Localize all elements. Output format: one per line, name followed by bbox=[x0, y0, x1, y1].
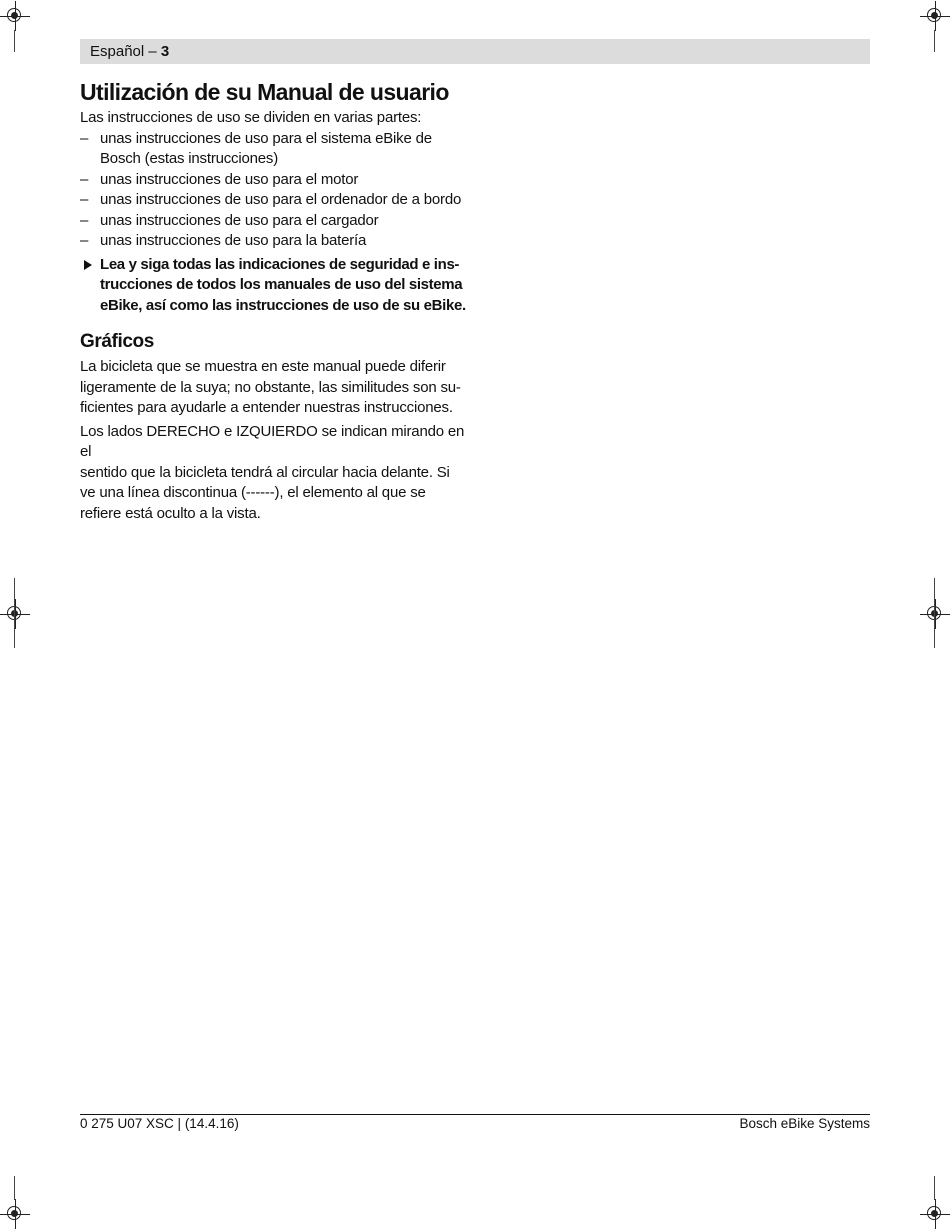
list-item-line: unas instrucciones de uso para el motor bbox=[100, 170, 359, 188]
intro-text: Las instrucciones de uso se dividen en varias partes: bbox=[80, 109, 422, 126]
list-marker: – bbox=[80, 232, 89, 249]
triangle-right-icon bbox=[84, 260, 92, 270]
safety-warning bbox=[80, 255, 472, 317]
paragraph-line: La bicicleta que se muestra en este manual puede diferir bbox=[80, 358, 446, 375]
list-marker: – bbox=[80, 129, 89, 147]
header-section: Español – bbox=[90, 43, 161, 60]
paragraph-line: sentido que la bicicleta tendrá al circular hacia delante. Si bbox=[80, 463, 450, 481]
list-item bbox=[80, 211, 472, 232]
registration-mark-bottom-left-icon bbox=[0, 1199, 30, 1229]
paragraph-line: ligeramente de la suya; no obstante, las similitudes son su- bbox=[80, 378, 461, 396]
footer-brand: Bosch eBike Systems bbox=[739, 1116, 870, 1131]
list-marker: – bbox=[80, 170, 89, 188]
warning-line: eBike, así como las instrucciones de uso de su eBike. bbox=[100, 296, 466, 314]
footer-doc-code: 0 275 U07 XSC | (14.4.16) bbox=[80, 1116, 239, 1131]
parts-list bbox=[80, 129, 472, 252]
paragraph-line: refiere está oculto a la vista. bbox=[80, 504, 261, 522]
graphics-paragraph-2 bbox=[80, 422, 472, 525]
section-heading-graficos: Gráficos bbox=[80, 331, 154, 352]
list-item bbox=[80, 231, 472, 252]
list-item bbox=[80, 129, 472, 170]
trim-line bbox=[14, 30, 15, 52]
main-column bbox=[80, 76, 472, 524]
trim-line bbox=[14, 578, 15, 648]
registration-mark-mid-right-icon bbox=[920, 599, 950, 629]
list-item-line: unas instrucciones de uso para la batería bbox=[100, 232, 367, 249]
registration-mark-top-right-icon bbox=[920, 1, 950, 31]
trim-line bbox=[934, 1176, 935, 1200]
paragraph-line: Los lados DERECHO e IZQUIERDO se indican mirando en el bbox=[80, 422, 465, 460]
list-item-line: unas instrucciones de uso para el cargador bbox=[100, 211, 379, 229]
list-item-line: unas instrucciones de uso para el ordenador de a bordo bbox=[100, 191, 462, 208]
list-item bbox=[80, 190, 472, 211]
page-number: 3 bbox=[160, 43, 170, 60]
warning-line: Lea y siga todas las indicaciones de seguridad e ins- bbox=[100, 255, 460, 273]
paragraph-line: ve una línea discontinua (------), el elemento al que se bbox=[80, 484, 426, 501]
registration-mark-mid-left-icon bbox=[0, 599, 30, 629]
paragraph-line: ficientes para ayudarle a entender nuestras instrucciones. bbox=[80, 399, 453, 416]
page-title: Utilización de su Manual de usuario bbox=[80, 79, 449, 105]
trim-line bbox=[934, 578, 935, 648]
list-item-line: Bosch (estas instrucciones) bbox=[100, 150, 279, 167]
registration-mark-top-left-icon bbox=[0, 1, 30, 31]
list-marker: – bbox=[80, 191, 89, 208]
trim-line bbox=[934, 30, 935, 52]
graphics-paragraph-1 bbox=[80, 357, 472, 419]
warning-line: trucciones de todos los manuales de uso del sistema bbox=[100, 276, 463, 293]
page-header bbox=[80, 39, 870, 64]
list-marker: – bbox=[80, 211, 89, 229]
trim-line bbox=[14, 1176, 15, 1200]
list-item bbox=[80, 170, 472, 191]
registration-mark-bottom-right-icon bbox=[920, 1199, 950, 1229]
list-item-line: unas instrucciones de uso para el sistema eBike de bbox=[100, 129, 432, 147]
